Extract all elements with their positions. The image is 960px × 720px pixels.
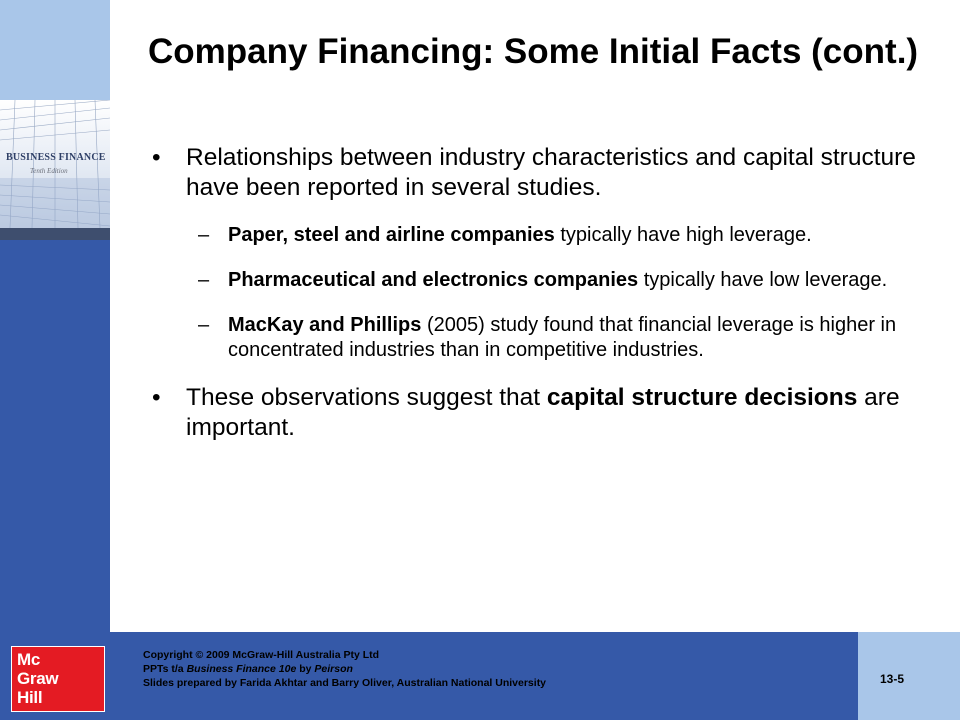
sub-bullet-item — [152, 313, 922, 363]
cover-subtitle: Tenth Edition — [30, 167, 68, 175]
sub-bullet-bold-text: Paper, steel and airline companies — [228, 224, 555, 246]
bullet-text: Relationships between industry characteristics and capital structure have been reported in several studies. — [186, 144, 916, 201]
dash-icon: – — [198, 269, 210, 291]
copyright-line: Copyright © 2009 McGraw-Hill Australia Pty Ltd — [143, 649, 380, 661]
footer-right-panel — [858, 632, 960, 720]
logo-text-line: Hill — [17, 688, 43, 707]
logo-text-line: Mc — [17, 650, 41, 669]
copyright-notice — [143, 648, 546, 690]
slide-title: Company Financing: Some Initial Facts (cont.) — [148, 32, 919, 71]
sub-bullet-bold-text: MacKay and Phillips — [228, 314, 422, 336]
credit-text: by — [296, 663, 315, 675]
left-sidebar-bar — [0, 240, 110, 632]
mcgraw-hill-logo — [11, 646, 105, 712]
slide-body — [152, 143, 922, 463]
bullet-icon: • — [152, 144, 161, 171]
sub-bullet-bold-text: Pharmaceutical and electronics companies — [228, 269, 639, 291]
sub-bullet-item — [152, 268, 922, 293]
book-cover-image — [0, 100, 110, 240]
book-title-text: Business Finance 10e — [186, 663, 297, 675]
cover-title: BUSINESS FINANCE — [6, 152, 106, 163]
dash-icon: – — [198, 224, 210, 246]
author-text: Peirson — [314, 663, 353, 675]
bullet-text-end: are important. — [186, 384, 900, 441]
dash-icon: – — [198, 314, 210, 336]
ppt-credit-line — [143, 662, 546, 676]
left-top-panel — [0, 0, 110, 100]
prepared-by-line: Slides prepared by Farida Akhtar and Barry Oliver, Australian National University — [143, 677, 547, 689]
bullet-bold-text: capital structure decisions — [546, 384, 858, 411]
bullet-item — [152, 383, 922, 443]
slide-number: 13-5 — [880, 672, 905, 686]
bullet-text: These observations suggest that — [186, 384, 547, 411]
bullet-icon: • — [152, 384, 161, 411]
sub-bullet-text: typically have high leverage. — [554, 224, 812, 246]
cover-author-strip — [0, 228, 110, 240]
credit-text: PPTs t/a — [143, 663, 187, 675]
bullet-item — [152, 143, 922, 203]
sub-bullet-item — [152, 223, 922, 248]
sub-bullet-text: typically have low leverage. — [638, 269, 888, 291]
sub-bullet-text: (2005) study found that financial leverage is higher in concentrated industries than in competitive industries. — [228, 314, 897, 361]
logo-text-line: Graw — [17, 669, 59, 688]
